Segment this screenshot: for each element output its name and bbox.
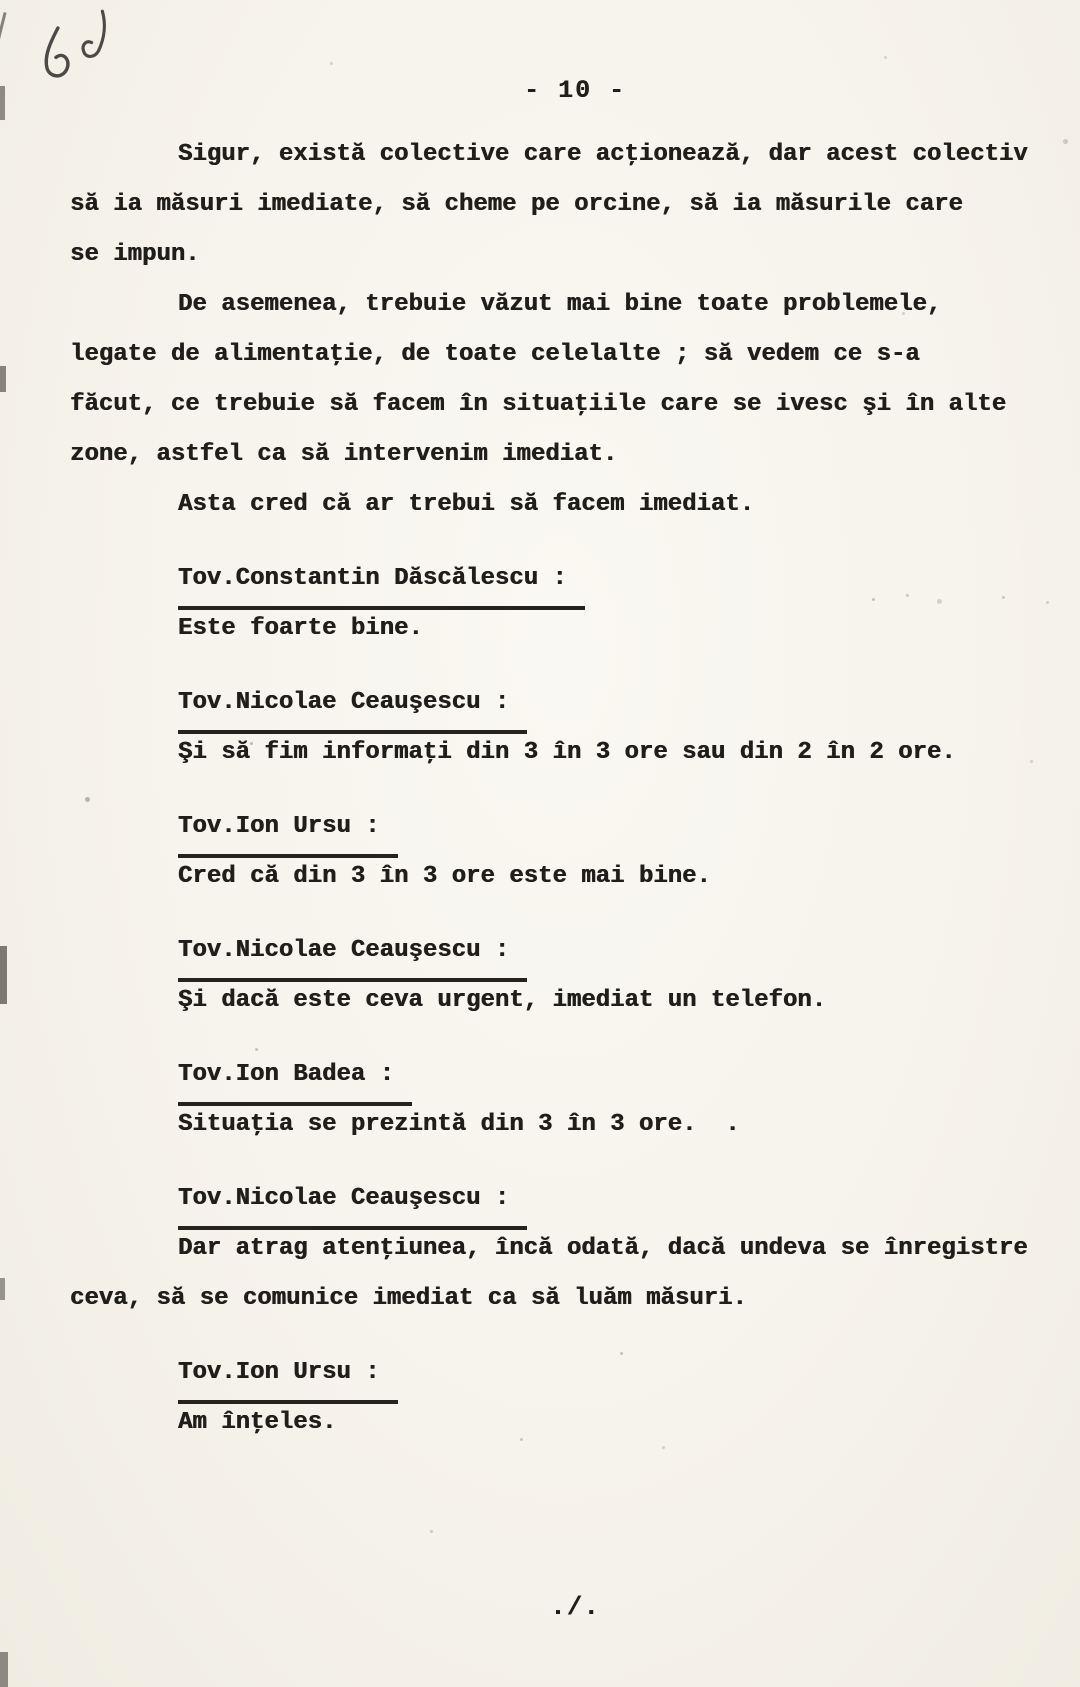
speaker-name: Tov.Ion Ursu : [178, 802, 398, 858]
scan-artifact [0, 946, 7, 1004]
speaker-heading [178, 802, 1080, 852]
scan-artifact [0, 1652, 8, 1687]
text-line: Şi să fim informaţi din 3 în 3 ore sau din 2 în 2 ore. [178, 739, 956, 766]
text-line: Cred că din 3 în 3 ore este mai bine. [178, 863, 711, 890]
speech-block [0, 678, 1080, 778]
text-line: Dar atrag atenţiunea, încă odată, dacă undeva se înregistre [178, 1235, 1028, 1262]
speaker-name: Tov.Ion Ursu : [178, 1348, 398, 1404]
text-line: De asemenea, trebuie văzut mai bine toate problemele, [178, 291, 942, 318]
text-line: legate de alimentaţie, de toate celelalte ; să vedem ce s-a [70, 341, 920, 368]
text-line: se impun. [70, 241, 200, 268]
text-line: Sigur, există colective care acţionează, dar acest colectiv [178, 141, 1028, 168]
scan-artifact [0, 366, 6, 392]
speaker-name: Tov.Nicolae Ceauşescu : [178, 1174, 527, 1230]
text-line: să ia măsuri imediate, să cheme pe orcine, să ia măsurile care [70, 191, 963, 218]
text-line: Asta cred că ar trebui să facem imediat. [178, 491, 755, 518]
speaker-heading [178, 554, 1080, 604]
scan-specks [0, 0, 3, 3]
scan-artifact [0, 86, 5, 120]
speaker-heading [178, 678, 1080, 728]
text-line: Am înţeles. [178, 1409, 337, 1436]
speaker-heading [178, 1174, 1080, 1224]
speaker-name: Tov.Nicolae Ceauşescu : [178, 678, 527, 734]
text-line: ceva, să se comunice imediat ca să luăm măsuri. [70, 1285, 747, 1312]
speech-block [0, 554, 1080, 654]
speech-block [0, 802, 1080, 902]
speech-block [0, 1348, 1080, 1448]
speech-block [0, 1174, 1080, 1324]
speaker-heading [178, 1348, 1080, 1398]
speaker-heading [178, 926, 1080, 976]
text-line: zone, astfel ca să intervenim imediat. [70, 441, 618, 468]
continuation-mark: ./. [550, 1592, 600, 1622]
paragraph-block [0, 280, 1080, 480]
speech-block [0, 1050, 1080, 1150]
text-line: făcut, ce trebuie să facem în situaţiile care se ivesc şi în alte [70, 391, 1007, 418]
text-line: Şi dacă este ceva urgent, imediat un telefon. [178, 987, 827, 1014]
scan-artifact [0, 1278, 5, 1300]
speech-block [0, 926, 1080, 1026]
page-number: - 10 - [523, 76, 626, 105]
speaker-name: Tov.Ion Badea : [178, 1050, 412, 1106]
speaker-heading [178, 1050, 1080, 1100]
speaker-name: Tov.Constantin Dăscălescu : [178, 554, 585, 610]
text-line: Este foarte bine. [178, 615, 423, 642]
paragraph-block [0, 480, 1080, 530]
speaker-name: Tov.Nicolae Ceauşescu : [178, 926, 527, 982]
paragraph-block [0, 130, 1080, 280]
text-line: Situaţia se prezintă din 3 în 3 ore. . [178, 1111, 740, 1138]
